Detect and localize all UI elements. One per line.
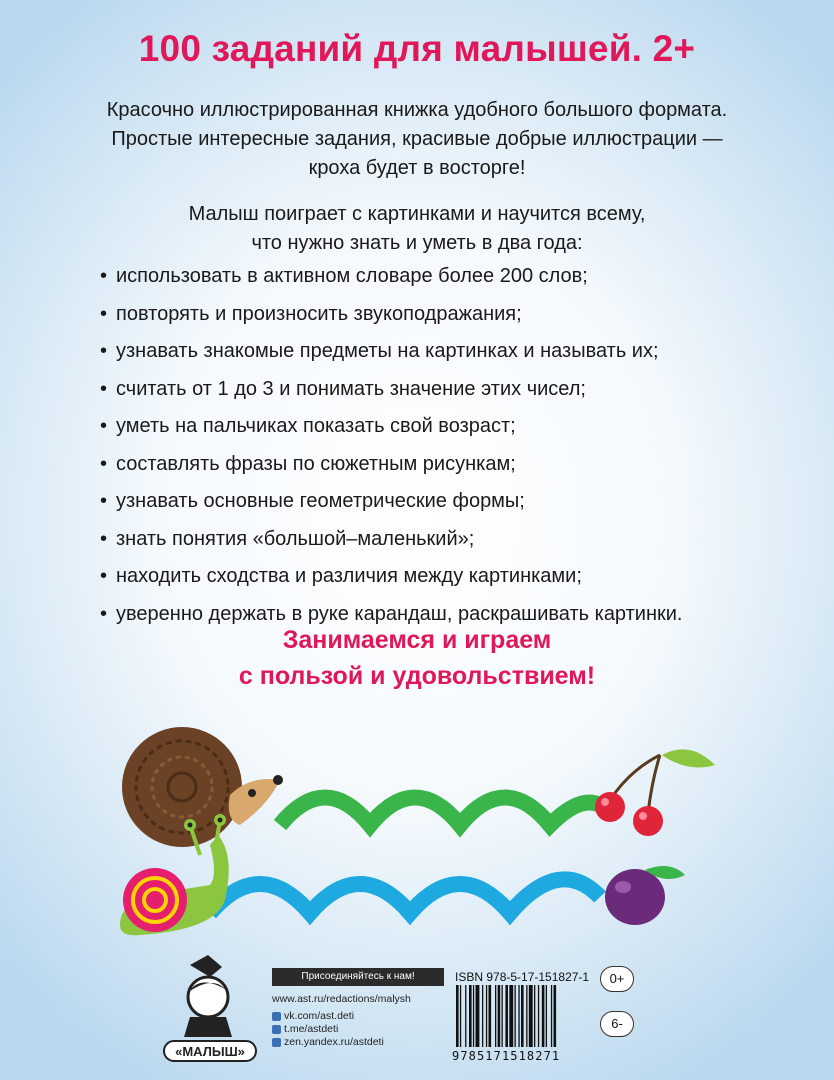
intro-line: Красочно иллюстрированная книжка удобного большого формата. <box>106 99 728 121</box>
zen-icon <box>272 1038 281 1047</box>
barcode-bar <box>529 985 533 1047</box>
bullet: • <box>100 452 108 475</box>
social-link-text: vk.com/ast.deti <box>284 1010 355 1022</box>
skill-text: узнавать знакомые предметы на картинках и называть их; <box>116 340 659 362</box>
page-title: 100 заданий для малышей. 2+ <box>138 28 696 69</box>
lead-line: что нужно знать и уметь в два года: <box>251 232 583 254</box>
barcode-bar <box>502 985 503 1047</box>
bullet: • <box>100 377 108 400</box>
bullet: • <box>100 565 108 587</box>
slogan-line: с пользой и удовольствием! <box>238 662 596 690</box>
barcode-bar <box>495 985 496 1047</box>
publisher-site-link[interactable]: www.ast.ru/redactions/malysh <box>272 993 411 1005</box>
barcode-bar <box>526 985 527 1047</box>
social-link-telegram[interactable] <box>272 1023 384 1036</box>
lead-line: Малыш поиграет с картинками и научится всему, <box>188 203 646 225</box>
vk-icon <box>272 1012 281 1021</box>
social-links <box>272 1010 384 1049</box>
isbn-text: ISBN 978-5-17-151827-1 <box>455 970 590 984</box>
list-item <box>100 563 800 601</box>
bullet: • <box>100 602 108 625</box>
skill-text: узнавать основные геометрические формы; <box>116 490 525 512</box>
list-item <box>100 451 800 489</box>
skill-text: знать понятия «большой–маленький»; <box>116 527 475 550</box>
barcode <box>452 985 592 1055</box>
barcode-bar <box>489 985 492 1047</box>
list-item <box>100 338 800 376</box>
barcode-bar <box>473 985 474 1047</box>
barcode-bar <box>460 985 461 1047</box>
barcode-bar <box>498 985 501 1047</box>
slogan <box>0 622 834 694</box>
intro-line: Простые интересные задания, красивые добрые иллюстрации — <box>111 128 723 150</box>
skill-text: составлять фразы по сюжетным рисункам; <box>116 452 516 475</box>
barcode-bar <box>482 985 483 1047</box>
list-item <box>100 488 800 526</box>
skill-text: уверенно держать в руке карандаш, раскрашивать картинки. <box>116 602 683 625</box>
barcode-bar <box>551 985 552 1047</box>
intro-paragraph <box>0 96 834 183</box>
plum-icon <box>605 866 685 925</box>
barcode-bar <box>515 985 516 1047</box>
hedgehog-trace-path <box>280 798 600 826</box>
barcode-bar <box>554 985 557 1047</box>
barcode-bar <box>469 985 472 1047</box>
barcode-bar <box>476 985 480 1047</box>
list-item <box>100 263 800 301</box>
social-link-zen[interactable] <box>272 1036 384 1049</box>
list-item <box>100 301 800 339</box>
social-link-vk[interactable] <box>272 1010 384 1023</box>
publisher-logo-text: «МАЛЫШ» <box>175 1044 245 1059</box>
bullet: • <box>100 527 108 550</box>
bullet: • <box>100 415 108 437</box>
slogan-line: Занимаемся и играем <box>282 626 552 654</box>
barcode-bar <box>456 985 459 1047</box>
barcode-bar <box>538 985 539 1047</box>
skill-text: повторять и произносить звукоподражания; <box>116 302 522 325</box>
barcode-bar <box>518 985 519 1047</box>
barcode-bar <box>542 985 545 1047</box>
social-link-text: zen.yandex.ru/astdeti <box>284 1036 384 1048</box>
skills-list <box>100 263 800 638</box>
bullet: • <box>100 490 108 512</box>
boy-icon <box>184 955 232 1037</box>
hedgehog-icon <box>122 727 283 847</box>
snail-trace-path <box>210 879 600 913</box>
barcode-bar <box>486 985 487 1047</box>
bullet: • <box>100 302 108 325</box>
telegram-icon <box>272 1025 281 1034</box>
skill-text: уметь на пальчиках показать свой возраст; <box>116 415 516 437</box>
barcode-bar <box>505 985 508 1047</box>
publisher-logo <box>160 955 260 1065</box>
barcode-bar <box>465 985 466 1047</box>
social-link-text: t.me/astdeti <box>284 1023 339 1035</box>
barcode-bar <box>546 985 547 1047</box>
age-range-badge: 6- <box>600 1011 634 1037</box>
barcode-bar <box>509 985 513 1047</box>
intro-line: кроха будет в восторге! <box>308 157 526 179</box>
skill-text: использовать в активном словаре более 200 слов; <box>116 265 588 287</box>
barcode-bar <box>521 985 524 1047</box>
list-item <box>100 526 800 564</box>
age-rating-badge: 0+ <box>600 966 634 992</box>
skill-text: находить сходства и различия между картинками; <box>116 565 582 587</box>
bullet: • <box>100 340 108 362</box>
barcode-bar <box>534 985 535 1047</box>
cherries-icon <box>595 749 715 836</box>
lead-paragraph <box>0 200 834 258</box>
illustration <box>100 725 740 950</box>
bullet: • <box>100 265 108 287</box>
join-banner: Присоединяйтесь к нам! <box>272 968 444 986</box>
list-item <box>100 376 800 414</box>
barcode-number: 9785171518271 <box>452 1049 561 1063</box>
skill-text: считать от 1 до 3 и понимать значение этих чисел; <box>116 377 586 400</box>
list-item <box>100 413 800 451</box>
